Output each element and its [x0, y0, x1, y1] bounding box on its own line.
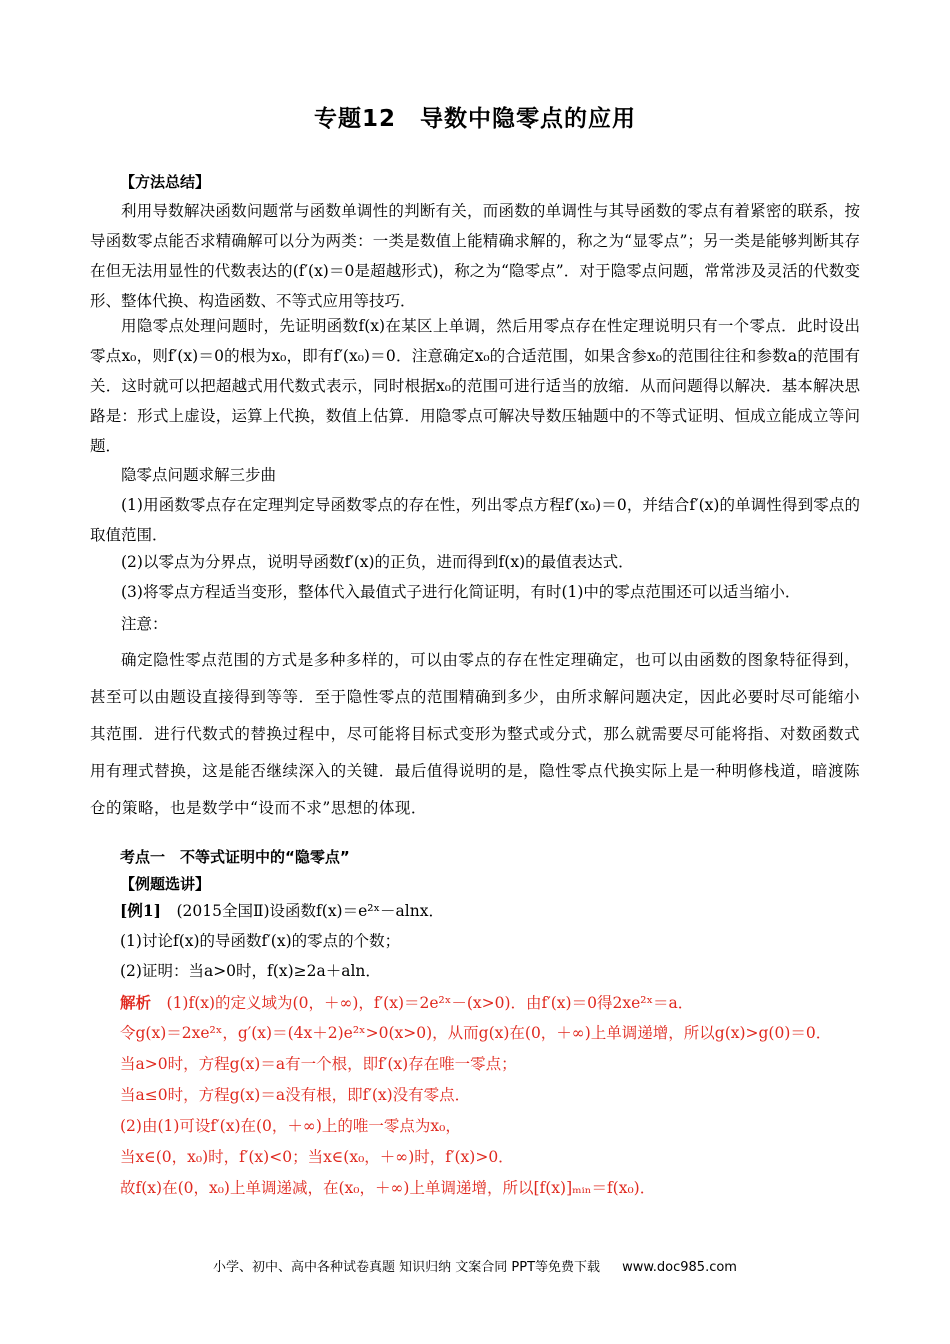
solution-line-5: (2)由(1)可设f′(x)在(0，＋∞)上的唯一零点为x₀，: [120, 1117, 461, 1135]
solution-line-3: 当a>0时，方程g(x)＝a有一个根，即f′(x)存在唯一零点；: [120, 1055, 517, 1073]
question-1: (1)讨论f(x)的导函数f′(x)的零点的个数；: [120, 932, 401, 950]
topic-1-heading: 考点一 不等式证明中的“隐零点”: [120, 848, 350, 866]
solution-line-4: 当a≤0时，方程g(x)＝a没有根，即f′(x)没有零点．: [120, 1086, 471, 1104]
solution-line-1: [120, 988, 860, 1018]
example-1-statement: [120, 896, 860, 926]
step-2: (2)以零点为分界点，说明导函数f′(x)的正负，进而得到f(x)的最值表达式．: [121, 553, 634, 571]
footer-text: 小学、初中、高中各种试卷真题 知识归纳 文案合同 PPT等免费下载: [213, 1260, 601, 1275]
method-summary-heading: 【方法总结】: [120, 173, 211, 191]
note-label: 注意：: [121, 615, 168, 633]
solution-line-1-text: (1)f(x)的定义域为(0，＋∞)，f′(x)＝2e²ˣ－(x>0)．由f′(x)＝0得2xe²ˣ＝a．: [151, 994, 694, 1012]
step-1: (1)用函数零点存在定理判定导函数零点的存在性，列出零点方程f′(x₀)＝0，并结合f′(x)的单调性得到零点的取值范围．: [90, 496, 860, 544]
page-footer: [0, 1256, 950, 1275]
method-paragraph-2: 用隐零点处理问题时，先证明函数f(x)在某区上单调，然后用零点存在性定理说明只有一个零点．此时设出零点x₀，则f′(x)＝0的根为x₀，即有f′(x₀)＝0．注意确定x₀的合适范围，如果含参x₀的范围往往和参数a的范围有关．这时就可以把超越式用代数式表示，同时根据x₀的范围可进行适当的放缩．从而问题得以解决．基本解决思路是：形式上虚设，运算上代换，数值上估算．用隐零点可解决导数压轴题中的不等式证明、恒成立能成立等问题．: [90, 317, 860, 455]
method-paragraph-1: 利用导数解决函数问题常与函数单调性的判断有关，而函数的单调性与其导函数的零点有着紧密的联系，按导函数零点能否求精确解可以分为两类：一类是数值上能精确求解的，称之为“显零点”；另一类是能够判断其存在但无法用显性的代数表达的(f′(x)＝0是超越形式)，称之为“隐零点”．对于隐零点问题，常常涉及灵活的代数变形、整体代换、构造函数、不等式应用等技巧．: [90, 202, 860, 310]
three-steps-heading: 隐零点问题求解三步曲: [121, 466, 277, 484]
solution-line-7: 故f(x)在(0，x₀)上单调递减，在(x₀，＋∞)上单调递增，所以[f(x)]ₘᵢₙ＝f(x₀)．: [120, 1179, 656, 1197]
solution-line-6: 当x∈(0，x₀)时，f′(x)<0；当x∈(x₀，＋∞)时，f′(x)>0．: [120, 1148, 514, 1166]
solution-line-2: 令g(x)＝2xe²ˣ，g′(x)＝(4x＋2)e²ˣ>0(x>0)，从而g(x)在(0，＋∞)上单调递增，所以g(x)>g(0)＝0．: [120, 1024, 832, 1042]
footer-url[interactable]: www.doc985.com: [622, 1260, 737, 1275]
example-1-tag: [例1]: [120, 901, 161, 920]
page-title: 专题12 导数中隐零点的应用: [313, 106, 636, 132]
note-paragraph: 确定隐性零点范围的方式是多种多样的，可以由零点的存在性定理确定，也可以由函数的图象特征得到，甚至可以由题设直接得到等等．至于隐性零点的范围精确到多少，由所求解问题决定，因此必要时尽可能缩小其范围．进行代数式的替换过程中，尽可能将目标式变形为整式或分式，那么就需要尽可能将指、对数函数式用有理式替换，这是能否继续深入的关键．最后值得说明的是，隐性零点代换实际上是一种明修栈道，暗渡陈仓的策略，也是数学中“设而不求”思想的体现．: [90, 651, 860, 817]
solution-label: 解析: [120, 994, 152, 1012]
step-3: (3)将零点方程适当变形，整体代入最值式子进行化简证明，有时(1)中的零点范围还可以适当缩小．: [121, 583, 801, 601]
examples-heading: 【例题选讲】: [120, 875, 211, 893]
question-2: (2)证明：当a>0时，f(x)≥2a＋aln．: [120, 962, 381, 980]
example-1-text: (2015全国Ⅱ)设函数f(x)＝e²ˣ－alnx．: [160, 902, 444, 920]
